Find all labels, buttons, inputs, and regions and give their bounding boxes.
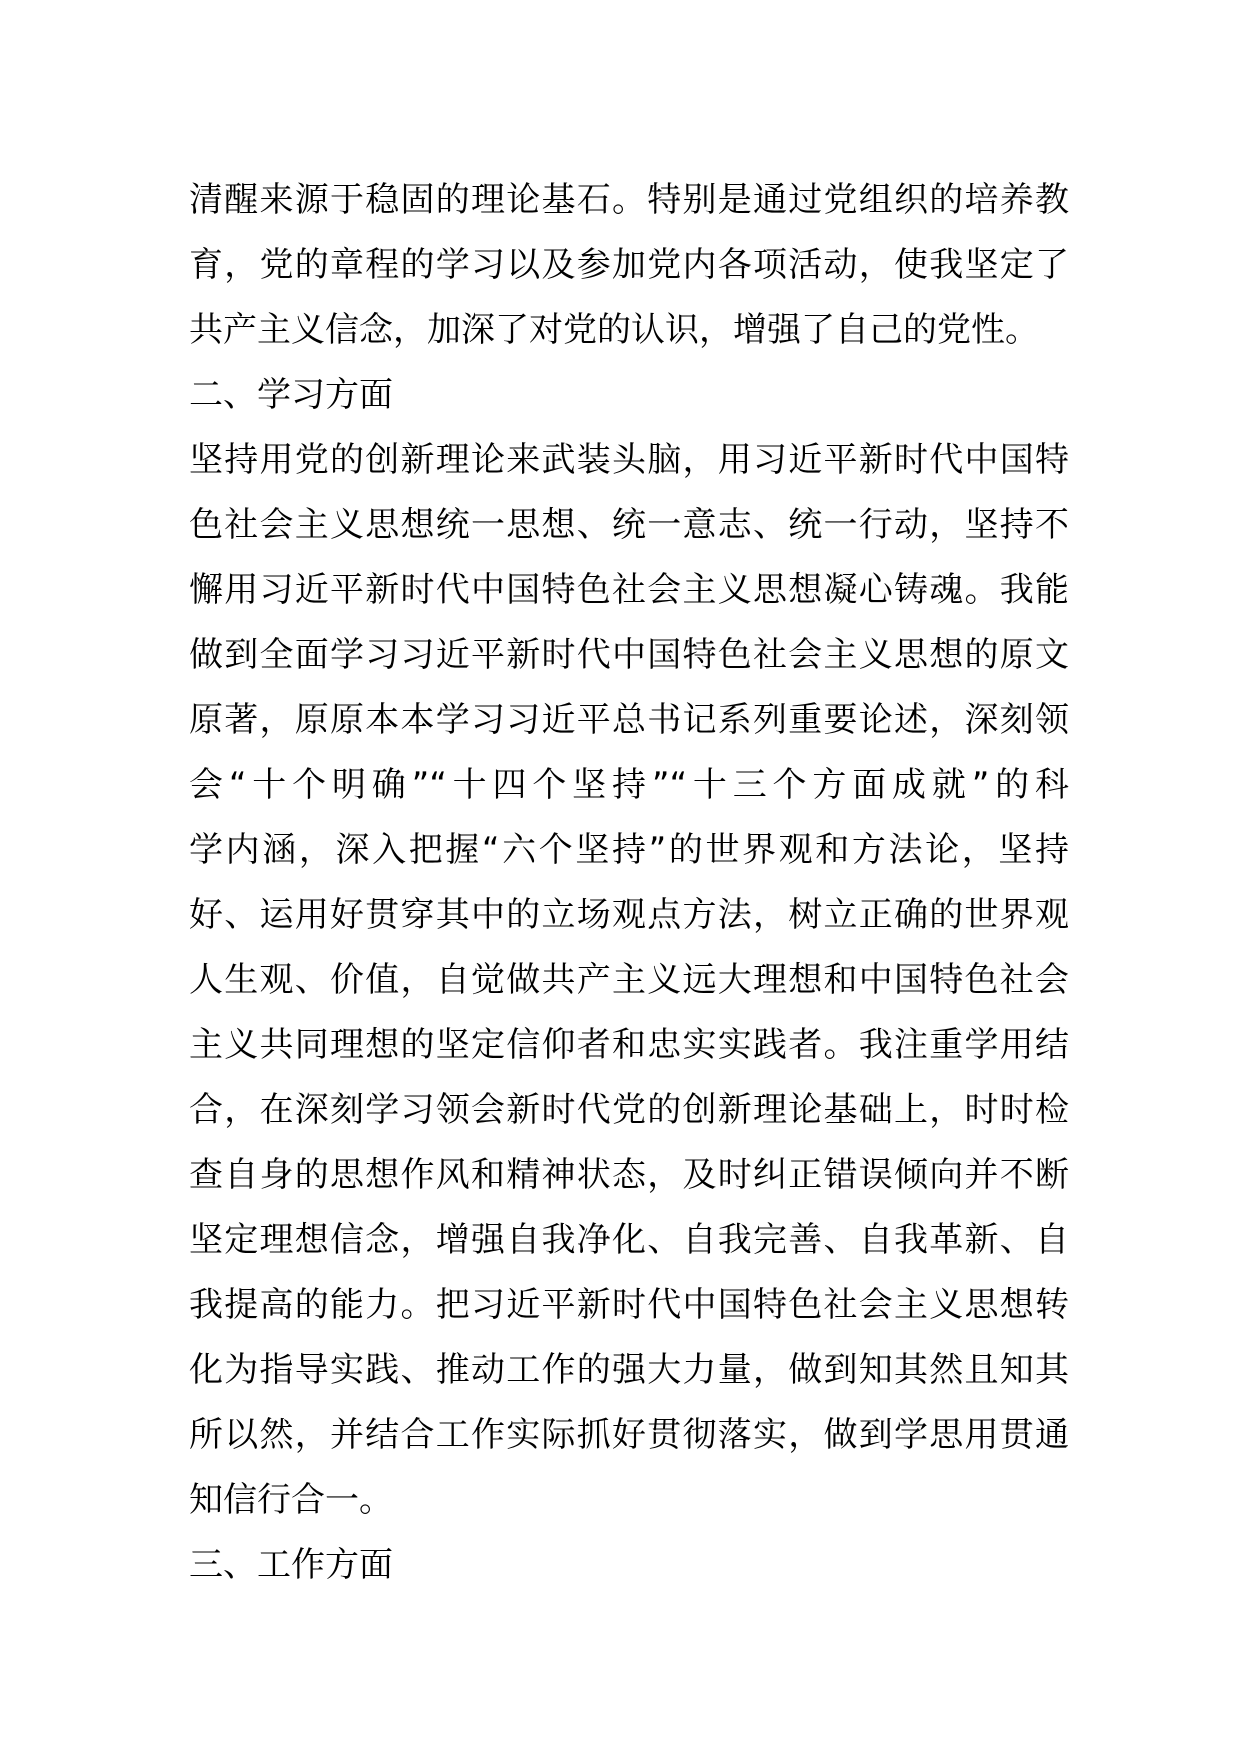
- paragraph-line: 学内涵，深入把握“六个坚持”的世界观和方法论，坚持: [189, 830, 1069, 870]
- paragraph-line: 色社会主义思想统一思想、统一意志、统一行动，坚持不: [189, 505, 1069, 545]
- paragraph-line: 坚持用党的创新理论来武装头脑，用习近平新时代中国特: [189, 440, 1069, 480]
- paragraph-line: 原著，原原本本学习习近平总书记系列重要论述，深刻领: [189, 700, 1069, 740]
- paragraph-line: 懈用习近平新时代中国特色社会主义思想凝心铸魂。我能: [189, 570, 1069, 610]
- paragraph-line: 会“十个明确”“十四个坚持”“十三个方面成就”的科: [189, 765, 1069, 805]
- paragraph-line: 坚定理想信念，增强自我净化、自我完善、自我革新、自: [189, 1220, 1069, 1260]
- paragraph-line: 化为指导实践、推动工作的强大力量，做到知其然且知其: [189, 1350, 1069, 1390]
- paragraph-line: 清醒来源于稳固的理论基石。特别是通过党组织的培养教: [189, 180, 1069, 220]
- paragraph-line: 合，在深刻学习领会新时代党的创新理论基础上，时时检: [189, 1090, 1069, 1130]
- paragraph-line: 好、运用好贯穿其中的立场观点方法，树立正确的世界观: [189, 895, 1069, 935]
- paragraph-line: 所以然，并结合工作实际抓好贯彻落实，做到学思用贯通: [189, 1415, 1069, 1455]
- paragraph-line: 做到全面学习习近平新时代中国特色社会主义思想的原文: [189, 635, 1069, 675]
- paragraph-line: 人生观、价值，自觉做共产主义远大理想和中国特色社会: [189, 960, 1069, 1000]
- paragraph-line: 主义共同理想的坚定信仰者和忠实实践者。我注重学用结: [189, 1025, 1069, 1065]
- paragraph-line: 共产主义信念，加深了对党的认识，增强了自己的党性。: [189, 310, 1039, 350]
- paragraph-line: 我提高的能力。把习近平新时代中国特色社会主义思想转: [189, 1285, 1069, 1325]
- section-heading-work: 三、工作方面: [189, 1545, 393, 1585]
- paragraph-line: 育，党的章程的学习以及参加党内各项活动，使我坚定了: [189, 245, 1069, 285]
- document-body: [189, 168, 1069, 1598]
- paragraph-line: 查自身的思想作风和精神状态，及时纠正错误倾向并不断: [189, 1155, 1069, 1195]
- paragraph-line: 知信行合一。: [189, 1480, 393, 1520]
- section-heading-study: 二、学习方面: [189, 375, 393, 415]
